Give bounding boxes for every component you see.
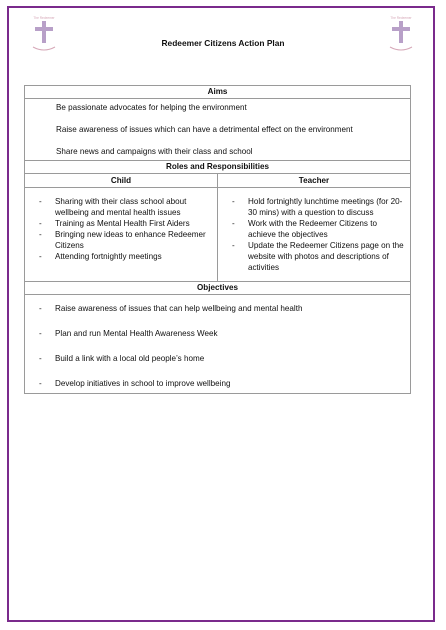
- list-item: - Hold fortnightly lunchtime meetings (for 20-30 mins) with a question to discuss: [232, 197, 403, 217]
- svg-text:The Redeemer: The Redeemer: [390, 16, 412, 20]
- document-title: Redeemer Citizens Action Plan: [161, 38, 285, 48]
- list-item: - Attending fortnightly meetings: [39, 252, 162, 261]
- objectives-cell: [25, 295, 411, 394]
- aim-item: Raise awareness of issues which can have a detrimental effect on the environment: [56, 125, 353, 134]
- roles-heading: Roles and Responsibilities: [25, 161, 411, 174]
- aim-item: Share news and campaigns with their class and school: [56, 147, 253, 156]
- list-item: - Sharing with their class school about wellbeing and mental health issues: [39, 197, 187, 217]
- list-item: - Build a link with a local old people’s home: [39, 354, 205, 363]
- list-item: - Raise awareness of issues that can help wellbeing and mental health: [39, 304, 303, 313]
- school-crest-icon: [386, 14, 416, 58]
- teacher-column-heading: Teacher: [218, 174, 411, 188]
- aims-cell: [25, 99, 411, 161]
- child-column-heading: Child: [25, 174, 218, 188]
- list-item: - Plan and run Mental Health Awareness Week: [39, 329, 218, 338]
- list-item: - Develop initiatives in school to improve wellbeing: [39, 379, 231, 388]
- aim-item: Be passionate advocates for helping the environment: [56, 103, 247, 112]
- action-plan-table: [24, 85, 411, 394]
- svg-text:The Redeemer: The Redeemer: [33, 16, 55, 20]
- school-crest-icon: [29, 14, 59, 58]
- teacher-responsibilities: [218, 188, 411, 282]
- list-item: - Training as Mental Health First Aiders: [39, 219, 190, 228]
- aims-heading: Aims: [25, 86, 411, 99]
- list-item: - Work with the Redeemer Citizens to achieve the objectives: [232, 219, 377, 239]
- list-item: - Update the Redeemer Citizens page on the website with photos and descriptions of activities: [232, 241, 404, 272]
- list-item: - Bringing new ideas to enhance Redeemer Citizens: [39, 230, 206, 250]
- objectives-heading: Objectives: [25, 282, 411, 295]
- child-responsibilities: [25, 188, 218, 282]
